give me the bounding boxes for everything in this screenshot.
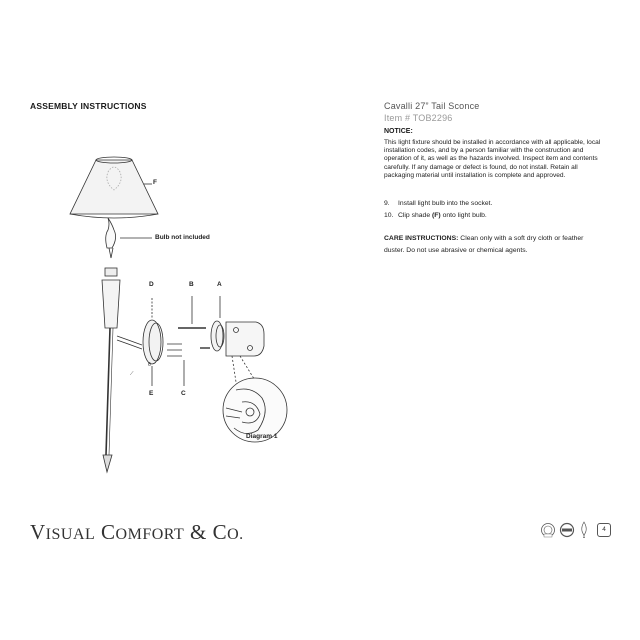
svg-text:⟋: ⟋ [130,371,134,377]
brand-logo: VISUAL COMFORT & CO. [30,520,244,544]
bulb-icon [579,521,589,539]
candle-bulb [106,218,116,248]
lamp-shade [70,160,158,214]
label-f: F [153,179,157,186]
junction-box [226,322,264,356]
step-9 [384,200,492,207]
tail-finial [103,455,112,472]
step-number: 9. [384,200,390,207]
socket-cup [102,280,120,328]
label-c: C [181,390,186,397]
diagram-caption: Diagram 1 [246,433,278,440]
assembly-heading: ASSEMBLY INSTRUCTIONS [30,101,147,111]
step-text: onto light bulb. [440,212,487,219]
label-e: E [149,390,154,397]
step-10 [384,212,487,219]
step-text: Install light bulb into the socket. [398,200,493,207]
care-instructions [384,233,604,257]
care-title: CARE INSTRUCTIONS: [384,235,459,242]
svg-text:6: 6 [148,362,151,368]
notice-body: This light fixture should be installed in accordance with all applicable, local installation codes, and by a person familiar with the construction and operation of it, as well as the hazards involved. Inspect item and contents carefully. If any damage or defect is found, do not install. Retain all packaging material until installation is complete and approved. [384,139,601,179]
product-name: Cavalli 27” Tail Sconce [384,101,480,111]
care-text: Clean only with a soft dry cloth or feather duster. Do not use abrasive or chemical agents. [384,235,584,254]
notice-title: NOTICE: [384,128,413,135]
label-bulb-not-included: Bulb not included [155,234,210,241]
assembly-illustration [60,150,300,480]
item-number: Item # TOB2296 [384,113,453,123]
step-part-ref: (F) [432,212,441,219]
page-number: 4 [597,523,611,537]
step-text: Clip shade [398,212,433,219]
ul-listed-icon [540,522,556,538]
label-a: A [217,281,222,288]
label-b: B [189,281,194,288]
step-number: 10. [384,212,394,219]
certification-icon [559,522,575,538]
label-d: D [149,281,154,288]
